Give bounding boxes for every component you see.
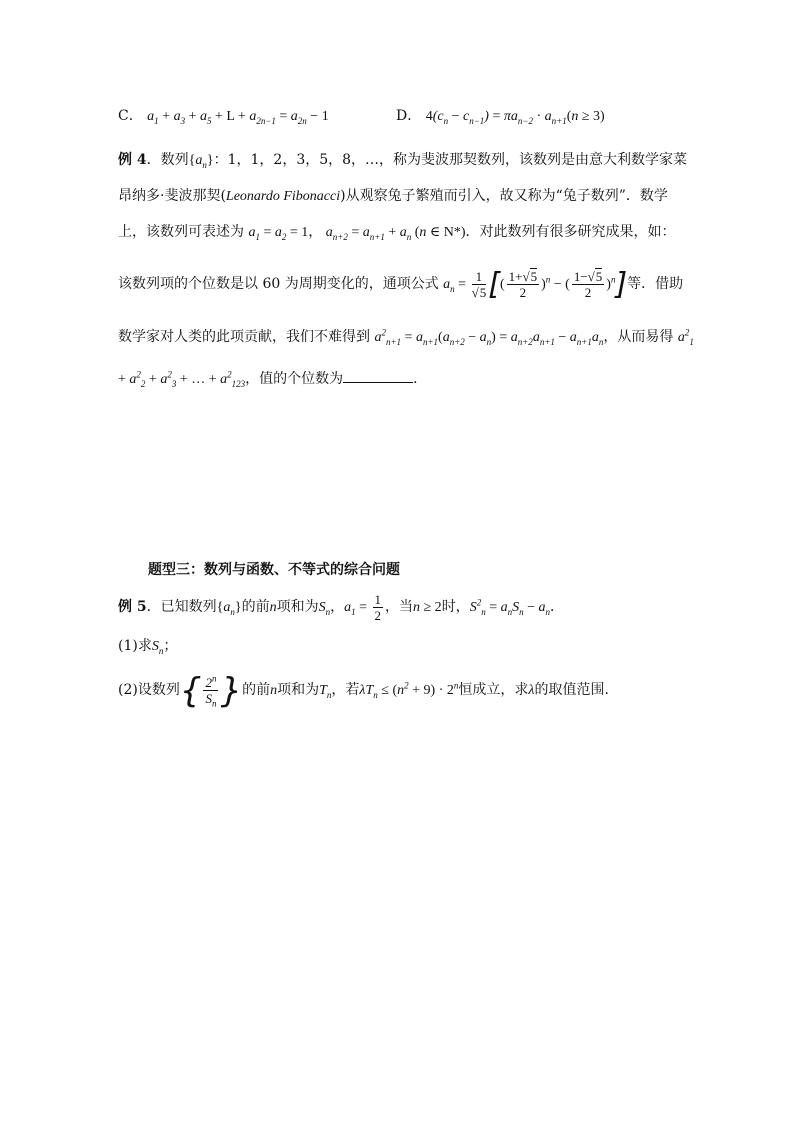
ex5-part1 <box>118 636 177 657</box>
option-c-label: C． <box>118 108 143 124</box>
ex4-text: 该数列项的个位数是以 60 为周期变化的，通项公式 <box>118 276 439 292</box>
ex5-seq2-formula: { $\frac{2^n}{S_n}$ } <box>179 670 243 711</box>
ex5-cond-formula: n ≥ 2 <box>413 600 442 615</box>
ex4-label: 例 4 <box>118 152 147 168</box>
ex4-text: ．数列 <box>146 152 189 168</box>
ex5-text: ， <box>330 599 345 615</box>
option-c-formula: $a_1 + a_3 + a_5 + L + a_{2n-1} = a_{2n} - 1$ <box>147 109 329 126</box>
ex4-line1 <box>118 150 687 171</box>
ex4-text: 等．借助 <box>627 276 684 292</box>
ex4-text: ：1，1，2，3，5，8，…，称为斐波那契数列，该数列是由意大利数学家菜 <box>213 152 688 168</box>
ex5-text: 恒成立，求 <box>458 682 529 698</box>
ex5-var: n <box>269 600 277 615</box>
ex5-text: 的取值范围. <box>534 682 609 698</box>
ex4-sum-formula: + $a^2_2 + a^2_3$ + … + $a^2_{123}$ <box>118 369 246 389</box>
ex5-text: 的前 <box>242 682 271 698</box>
ex4-line6 <box>118 368 427 390</box>
ex5-sn: $S_n$ <box>151 639 164 656</box>
ex5-text: ； <box>163 638 178 654</box>
ex4-text: 昂纳多·斐波那契( <box>118 188 226 204</box>
ex4-recurrence-formula: $a_1 = a_2 = 1$， $a_{n+2} = a_{n+1} + a_n$ (n ∈ N*) <box>248 225 466 242</box>
ex4-line3 <box>118 222 676 243</box>
ex5-text: 的前 <box>241 599 270 615</box>
ex5-text: ，若 <box>331 682 360 698</box>
ex5-label: 例 5 <box>118 599 147 615</box>
ex4-text: ．对此数列有很多研究成果，如： <box>465 224 676 240</box>
option-d <box>396 106 605 127</box>
ex5-text: ，当 <box>385 599 413 615</box>
ex4-line2 <box>118 186 668 207</box>
ex5-line1 <box>118 590 564 625</box>
option-d-formula: $4(c_n - c_{n-1}) = \pi a_{n-2} \cdot a_{n+1}(n \ge 3)$ <box>425 109 605 126</box>
ex4-text: 上，该数列可表述为 <box>118 224 244 240</box>
ex5-relation-formula: $S^2_n = a_nS_n - a_n$ <box>469 597 550 617</box>
option-c <box>118 106 329 127</box>
ex5-text: 项和为 <box>277 682 320 698</box>
option-d-label: D． <box>396 108 422 124</box>
ex4-name: Leonardo Fibonacci <box>225 189 341 204</box>
ex5-tn: $T_n$ <box>319 683 332 700</box>
ex4-identity-formula: $a^2_{n+1} = a_{n+1}(a_{n+2} - a_n) = a_{n+2}a_{n+1} - a_{n+1}a_n$ <box>374 327 604 347</box>
ex5-text: 时， <box>441 599 470 615</box>
ex5-inequality-formula: $\lambda T_n \le (n^2 + 9) \cdot 2^n$ <box>359 680 459 700</box>
ex4-text: )从观察兔子繁殖而引入，故又称为“兔子数列”．数学 <box>340 188 668 204</box>
ex4-text: ，从而易得 <box>603 329 674 345</box>
ex4-line5 <box>118 327 694 348</box>
ex4-seq-formula: $\{a_n\}$ <box>188 153 214 170</box>
ex4-general-term-formula: $a_n$ = $\frac{1}{√5}$ [( $\frac{1+√5}{2}$ )$^n$ − ( $\frac{1-√5}{2}$ )$^n$] <box>443 266 628 302</box>
answer-blank[interactable] <box>343 368 413 383</box>
section-heading: 题型三：数列与函数、不等式的综合问题 <box>148 562 400 578</box>
ex5-text: 项和为 <box>276 599 319 615</box>
ex4-text: 数学家对人类的此项贡献，我们不难得到 <box>118 329 370 345</box>
ex5-lambda: λ <box>528 683 535 698</box>
ex5-text: ．已知数列 <box>146 599 217 615</box>
ex5-sn: $S_n$ <box>318 600 331 617</box>
ex5-var: n <box>270 683 278 698</box>
ex5-text: (2)设数列 <box>118 682 180 698</box>
ex4-line4 <box>118 266 683 303</box>
ex5-text: (1)求 <box>118 638 152 654</box>
ex4-text: ． <box>413 371 428 387</box>
ex4-text: ，值的个位数为 <box>245 371 344 387</box>
ex4-sum-start: $a^2_1$ <box>677 327 694 347</box>
ex5-text: ． <box>550 599 564 615</box>
ex5-part2 <box>118 672 609 709</box>
ex5-seq-formula: $\{a_n\}$ <box>216 600 242 617</box>
ex5-a1-formula: $a_1$ = $\frac{1}{2}$ <box>344 592 381 624</box>
